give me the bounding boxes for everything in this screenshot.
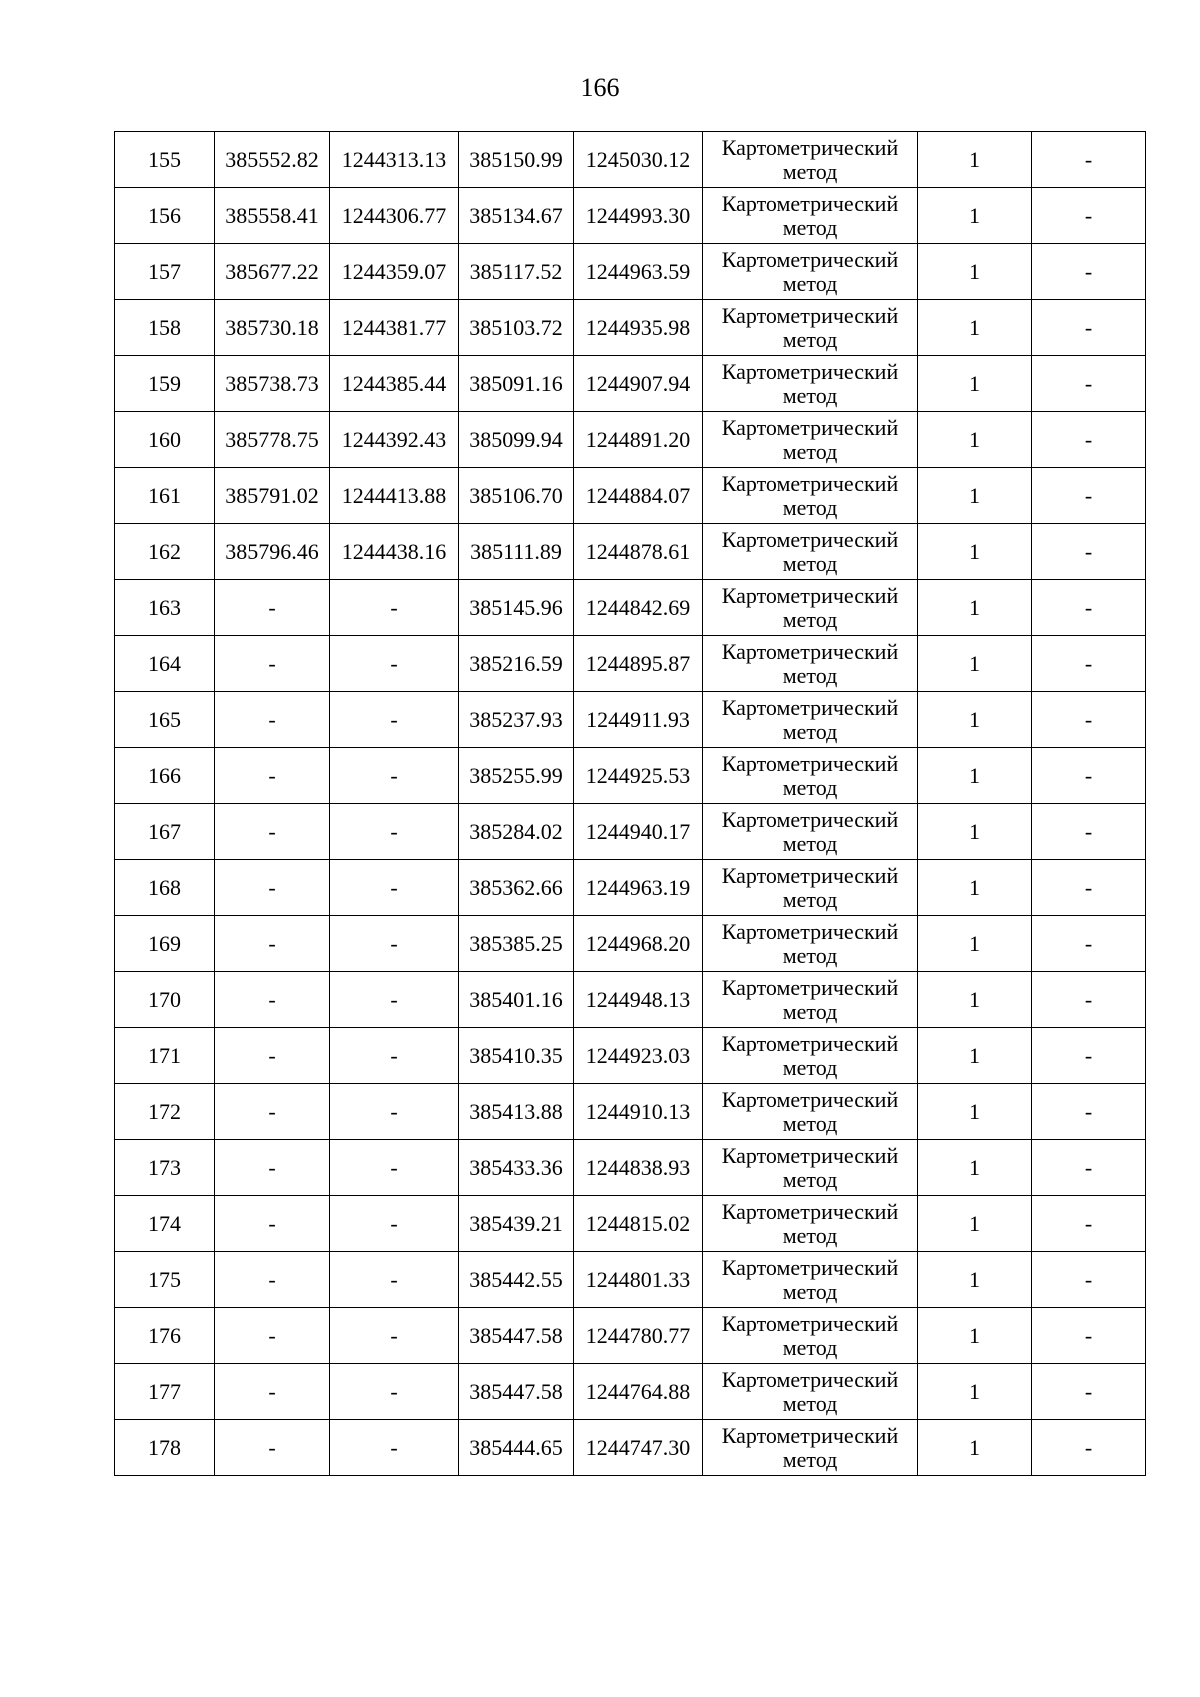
cell-new-y: 1244923.03 [574,1028,703,1084]
cell-existing-x: - [215,1252,330,1308]
cell-accuracy: 1 [918,860,1032,916]
table-row [115,412,1146,468]
method-line-1: Картометрический [721,806,899,832]
cell-point-number: 170 [115,972,215,1028]
cell-existing-x: 385730.18 [215,300,330,356]
cell-existing-y: 1244392.43 [330,412,459,468]
table-row [115,356,1146,412]
table-row [115,132,1146,188]
cell-existing-x: - [215,860,330,916]
method-line-2: метод [782,998,838,1024]
cell-new-y: 1244891.20 [574,412,703,468]
cell-method [703,580,918,636]
method-line-2: метод [782,550,838,576]
cell-existing-y: - [330,1252,459,1308]
cell-new-y: 1244878.61 [574,524,703,580]
method-line-2: метод [782,494,838,520]
method-line-2: метод [782,326,838,352]
cell-new-x: 385145.96 [459,580,574,636]
cell-new-y: 1244948.13 [574,972,703,1028]
cell-existing-y: - [330,1028,459,1084]
cell-note: - [1032,244,1146,300]
cell-point-number: 167 [115,804,215,860]
cell-existing-y: 1244438.16 [330,524,459,580]
cell-accuracy: 1 [918,1252,1032,1308]
cell-new-y: 1244907.94 [574,356,703,412]
cell-existing-y: - [330,972,459,1028]
cell-new-x: 385117.52 [459,244,574,300]
method-line-2: метод [782,214,838,240]
method-line-2: метод [782,942,838,968]
cell-point-number: 178 [115,1420,215,1476]
cell-accuracy: 1 [918,300,1032,356]
cell-method [703,916,918,972]
cell-new-x: 385216.59 [459,636,574,692]
cell-new-y: 1244925.53 [574,748,703,804]
table-row [115,692,1146,748]
method-line-2: метод [782,774,838,800]
cell-note: - [1032,916,1146,972]
cell-accuracy: 1 [918,1140,1032,1196]
method-line-2: метод [782,1390,838,1416]
method-line-1: Картометрический [721,694,899,720]
cell-new-x: 385362.66 [459,860,574,916]
cell-new-y: 1244747.30 [574,1420,703,1476]
table-row [115,1084,1146,1140]
cell-existing-x: - [215,1364,330,1420]
cell-method [703,468,918,524]
cell-method [703,244,918,300]
cell-existing-y: - [330,916,459,972]
cell-new-x: 385099.94 [459,412,574,468]
cell-new-y: 1244884.07 [574,468,703,524]
cell-accuracy: 1 [918,412,1032,468]
method-line-1: Картометрический [721,1086,899,1112]
cell-point-number: 155 [115,132,215,188]
method-line-1: Картометрический [721,750,899,776]
cell-point-number: 160 [115,412,215,468]
cell-new-x: 385439.21 [459,1196,574,1252]
cell-accuracy: 1 [918,692,1032,748]
method-line-1: Картометрический [721,302,899,328]
cell-point-number: 163 [115,580,215,636]
cell-note: - [1032,1420,1146,1476]
cell-accuracy: 1 [918,524,1032,580]
cell-point-number: 168 [115,860,215,916]
cell-point-number: 176 [115,1308,215,1364]
cell-existing-y: 1244413.88 [330,468,459,524]
cell-note: - [1032,580,1146,636]
cell-point-number: 158 [115,300,215,356]
cell-method [703,636,918,692]
cell-method [703,524,918,580]
table-row [115,1140,1146,1196]
method-line-2: метод [782,1166,838,1192]
cell-new-x: 385442.55 [459,1252,574,1308]
cell-method [703,1084,918,1140]
cell-existing-y: 1244306.77 [330,188,459,244]
cell-new-y: 1244842.69 [574,580,703,636]
method-line-2: метод [782,1110,838,1136]
page-number: 166 [580,73,620,102]
cell-new-y: 1244993.30 [574,188,703,244]
cell-accuracy: 1 [918,1420,1032,1476]
cell-point-number: 175 [115,1252,215,1308]
table-row [115,1420,1146,1476]
cell-new-y: 1244911.93 [574,692,703,748]
table-row [115,1028,1146,1084]
cell-note: - [1032,356,1146,412]
cell-point-number: 156 [115,188,215,244]
cell-accuracy: 1 [918,916,1032,972]
method-line-2: метод [782,886,838,912]
cell-method [703,972,918,1028]
cell-point-number: 177 [115,1364,215,1420]
cell-method [703,356,918,412]
cell-new-x: 385410.35 [459,1028,574,1084]
cell-point-number: 172 [115,1084,215,1140]
cell-existing-y: 1244381.77 [330,300,459,356]
cell-existing-y: - [330,804,459,860]
cell-new-y: 1244801.33 [574,1252,703,1308]
cell-existing-x: - [215,580,330,636]
cell-note: - [1032,468,1146,524]
cell-existing-y: - [330,692,459,748]
cell-existing-x: - [215,1420,330,1476]
cell-note: - [1032,1252,1146,1308]
method-line-1: Картометрический [721,246,899,272]
cell-new-y: 1244968.20 [574,916,703,972]
cell-note: - [1032,692,1146,748]
cell-accuracy: 1 [918,244,1032,300]
cell-accuracy: 1 [918,636,1032,692]
method-line-2: метод [782,158,838,184]
cell-method [703,1252,918,1308]
cell-note: - [1032,804,1146,860]
cell-accuracy: 1 [918,1196,1032,1252]
cell-existing-x: - [215,748,330,804]
method-line-1: Картометрический [721,190,899,216]
method-line-1: Картометрический [721,414,899,440]
cell-new-y: 1244940.17 [574,804,703,860]
cell-new-x: 385447.58 [459,1364,574,1420]
cell-new-x: 385103.72 [459,300,574,356]
cell-method [703,1420,918,1476]
cell-note: - [1032,412,1146,468]
method-line-1: Картометрический [721,1422,899,1448]
cell-method [703,860,918,916]
cell-accuracy: 1 [918,1084,1032,1140]
cell-note: - [1032,132,1146,188]
cell-note: - [1032,748,1146,804]
cell-method [703,412,918,468]
cell-note: - [1032,972,1146,1028]
cell-existing-y: - [330,1364,459,1420]
cell-note: - [1032,1308,1146,1364]
cell-new-x: 385444.65 [459,1420,574,1476]
method-line-1: Картометрический [721,638,899,664]
cell-existing-x: 385796.46 [215,524,330,580]
cell-existing-x: 385778.75 [215,412,330,468]
cell-accuracy: 1 [918,1364,1032,1420]
method-line-2: метод [782,830,838,856]
cell-accuracy: 1 [918,132,1032,188]
cell-new-y: 1244935.98 [574,300,703,356]
method-line-2: метод [782,1222,838,1248]
cell-new-x: 385255.99 [459,748,574,804]
table-row [115,972,1146,1028]
method-line-2: метод [782,662,838,688]
method-line-1: Картометрический [721,1366,899,1392]
cell-new-x: 385284.02 [459,804,574,860]
cell-existing-x: - [215,972,330,1028]
cell-accuracy: 1 [918,356,1032,412]
cell-existing-y: - [330,580,459,636]
table-row [115,468,1146,524]
cell-method [703,804,918,860]
cell-point-number: 157 [115,244,215,300]
method-line-1: Картометрический [721,1030,899,1056]
cell-existing-y: - [330,748,459,804]
table-row [115,1196,1146,1252]
cell-note: - [1032,636,1146,692]
method-line-2: метод [782,1446,838,1472]
cell-note: - [1032,524,1146,580]
cell-new-x: 385413.88 [459,1084,574,1140]
cell-method [703,748,918,804]
cell-point-number: 164 [115,636,215,692]
table-body [115,132,1146,1476]
cell-existing-x: - [215,692,330,748]
cell-new-x: 385447.58 [459,1308,574,1364]
cell-new-x: 385401.16 [459,972,574,1028]
method-line-1: Картометрический [721,526,899,552]
cell-accuracy: 1 [918,580,1032,636]
cell-existing-y: 1244385.44 [330,356,459,412]
method-line-1: Картометрический [721,974,899,1000]
cell-point-number: 159 [115,356,215,412]
method-line-2: метод [782,438,838,464]
cell-existing-x: 385677.22 [215,244,330,300]
cell-existing-y: 1244359.07 [330,244,459,300]
table-row [115,580,1146,636]
cell-new-x: 385106.70 [459,468,574,524]
cell-note: - [1032,300,1146,356]
cell-accuracy: 1 [918,748,1032,804]
cell-new-x: 385237.93 [459,692,574,748]
cell-note: - [1032,1196,1146,1252]
cell-note: - [1032,1028,1146,1084]
cell-new-x: 385385.25 [459,916,574,972]
cell-new-x: 385433.36 [459,1140,574,1196]
method-line-2: метод [782,382,838,408]
cell-point-number: 162 [115,524,215,580]
cell-existing-y: - [330,1308,459,1364]
cell-existing-x: - [215,1028,330,1084]
table-row [115,1252,1146,1308]
cell-method [703,1028,918,1084]
table-row [115,524,1146,580]
cell-new-y: 1244963.19 [574,860,703,916]
cell-new-x: 385150.99 [459,132,574,188]
cell-method [703,1308,918,1364]
cell-method [703,692,918,748]
cell-new-y: 1245030.12 [574,132,703,188]
cell-point-number: 165 [115,692,215,748]
cell-existing-x: - [215,636,330,692]
cell-note: - [1032,1364,1146,1420]
method-line-1: Картометрический [721,358,899,384]
cell-method [703,1364,918,1420]
cell-existing-x: - [215,916,330,972]
method-line-1: Картометрический [721,1254,899,1280]
cell-new-y: 1244764.88 [574,1364,703,1420]
cell-note: - [1032,188,1146,244]
cell-existing-y: - [330,636,459,692]
cell-note: - [1032,1140,1146,1196]
table-row [115,188,1146,244]
cell-accuracy: 1 [918,1028,1032,1084]
coordinates-table [114,131,1146,1476]
cell-existing-x: 385791.02 [215,468,330,524]
method-line-2: метод [782,270,838,296]
cell-point-number: 169 [115,916,215,972]
cell-accuracy: 1 [918,188,1032,244]
cell-existing-x: - [215,804,330,860]
cell-method [703,1140,918,1196]
table-row [115,636,1146,692]
cell-existing-y: - [330,1140,459,1196]
cell-new-y: 1244780.77 [574,1308,703,1364]
cell-new-x: 385134.67 [459,188,574,244]
cell-new-y: 1244895.87 [574,636,703,692]
method-line-2: метод [782,606,838,632]
cell-new-x: 385091.16 [459,356,574,412]
cell-existing-x: 385552.82 [215,132,330,188]
method-line-1: Картометрический [721,134,899,160]
table-row [115,748,1146,804]
cell-point-number: 171 [115,1028,215,1084]
table-row [115,300,1146,356]
table-row [115,244,1146,300]
cell-method [703,1196,918,1252]
table-row [115,804,1146,860]
cell-accuracy: 1 [918,972,1032,1028]
cell-new-x: 385111.89 [459,524,574,580]
cell-accuracy: 1 [918,1308,1032,1364]
cell-existing-x: - [215,1140,330,1196]
method-line-1: Картометрический [721,1142,899,1168]
cell-existing-x: 385738.73 [215,356,330,412]
cell-note: - [1032,1084,1146,1140]
cell-note: - [1032,860,1146,916]
method-line-1: Картометрический [721,918,899,944]
cell-existing-x: 385558.41 [215,188,330,244]
cell-existing-y: - [330,860,459,916]
cell-point-number: 166 [115,748,215,804]
table-row [115,860,1146,916]
cell-point-number: 161 [115,468,215,524]
table-row [115,1364,1146,1420]
cell-existing-x: - [215,1196,330,1252]
cell-method [703,132,918,188]
cell-accuracy: 1 [918,804,1032,860]
cell-new-y: 1244963.59 [574,244,703,300]
cell-accuracy: 1 [918,468,1032,524]
method-line-2: метод [782,718,838,744]
cell-point-number: 173 [115,1140,215,1196]
cell-new-y: 1244815.02 [574,1196,703,1252]
method-line-1: Картометрический [721,1198,899,1224]
method-line-1: Картометрический [721,862,899,888]
method-line-2: метод [782,1054,838,1080]
cell-existing-y: - [330,1420,459,1476]
cell-existing-x: - [215,1308,330,1364]
cell-existing-y: - [330,1084,459,1140]
method-line-2: метод [782,1334,838,1360]
cell-method [703,300,918,356]
cell-existing-y: 1244313.13 [330,132,459,188]
method-line-1: Картометрический [721,582,899,608]
table-row [115,916,1146,972]
cell-method [703,188,918,244]
cell-point-number: 174 [115,1196,215,1252]
cell-existing-y: - [330,1196,459,1252]
method-line-1: Картометрический [721,1310,899,1336]
table-row [115,1308,1146,1364]
cell-new-y: 1244910.13 [574,1084,703,1140]
cell-new-y: 1244838.93 [574,1140,703,1196]
method-line-1: Картометрический [721,470,899,496]
method-line-2: метод [782,1278,838,1304]
cell-existing-x: - [215,1084,330,1140]
